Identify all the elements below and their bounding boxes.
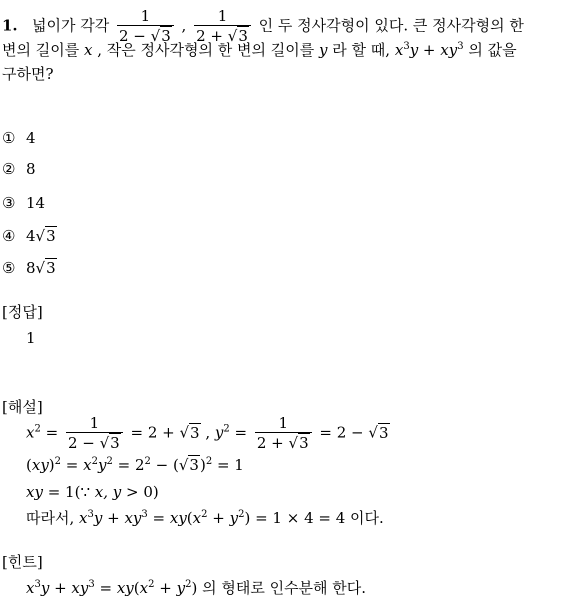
option-marker: ①: [2, 129, 16, 147]
option-marker: ②: [2, 160, 16, 178]
option-value: 4: [26, 129, 36, 147]
problem-text: 인 두 정사각형이 있다. 큰 정사각형의 한: [258, 16, 524, 35]
option-1[interactable]: [2, 128, 36, 148]
fraction-2: $\frac{1}{2 + √3}$: [194, 7, 251, 46]
option-3[interactable]: [2, 193, 45, 213]
hint-label: [힌트]: [2, 553, 43, 571]
option-value: 14: [26, 194, 46, 212]
option-5[interactable]: ⑤ 8√3: [2, 259, 56, 277]
answer-value: 1: [26, 329, 36, 347]
answer-label: [정답]: [2, 303, 43, 321]
hint-line: $x^3y + xy^3 = xy(x^2 + y^2)$ 의 형태로 인수분해 한다.: [26, 579, 367, 597]
option-2[interactable]: [2, 159, 36, 179]
fraction-1: $\frac{1}{2 - √3}$: [117, 7, 174, 46]
solution-line-2: $(xy)^2 = x^2y^2 = 2^2 - (√3)^2 = 1$: [26, 456, 244, 474]
option-4[interactable]: ④ 4√3: [2, 227, 56, 245]
solution-label: [해설]: [2, 398, 43, 416]
problem-line-2: 변의 길이를 x , 작은 정사각형의 한 변의 길이를 y 라 할 때, $x^3y + xy^3$ 의 값을: [2, 41, 517, 59]
problem-line-1: 1. 넓이가 각각 $\frac{1}{2 - √3}$ , $\frac{1}{2 + √3}$ 인 두 정사각형이 있다. 큰 정사각형의 한: [2, 7, 524, 45]
problem-number: 1.: [2, 16, 18, 35]
solution-line-3: xy = 1(∵ x, y > 0): [26, 483, 159, 501]
solution-line-1: $x^2$ = $\frac{1}{2 - √3}$ = 2 + √3 , $y^2$ = $\frac{1}{2 + √3}$ = 2 − √3: [26, 414, 389, 452]
option-value: 4: [26, 227, 36, 245]
option-marker: ③: [2, 194, 16, 212]
solution-line-4: 따라서, $x^3y + xy^3 = xy(x^2 + y^2) = 1 \times 4 = 4$ 이다.: [26, 509, 384, 527]
option-value: 8: [26, 160, 36, 178]
option-value: 8: [26, 259, 36, 277]
option-marker: ④: [2, 227, 16, 245]
problem-text: 넓이가 각각: [31, 16, 110, 35]
option-marker: ⑤: [2, 259, 16, 277]
problem-line-3: 구하면?: [2, 65, 54, 83]
